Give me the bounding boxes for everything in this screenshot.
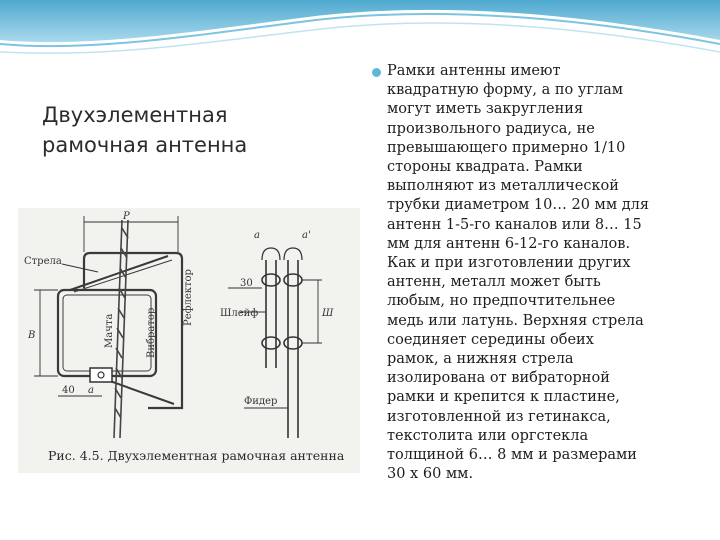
body-text: Рамки антенны имеют квадратную форму, а по углам могут иметь закругления произвольного радиуса, не превышающего примерно 1/10 стороны квадрата. Рамки выполняют из металлической трубки диаметром 10… 20 мм для антенн 1-5-го каналов или 8… 15 мм для антенн 6-12-го каналов. Как и при изготовлении других антенн, металл может быть любым, но предпочтительнее медь или латунь. Верхняя стрела соединяет середины обеих рамок, а нижняя стрела изолирована от вибраторной рамки и крепится к пластине, изготовленной из гетинакса, текстолита или оргстекла толщиной 6… 8 мм и размерами 30 х 60 мм.	[387, 63, 649, 483]
slide-title-line-2: рамочная антенна	[42, 133, 248, 157]
decorative-wave-header	[0, 0, 720, 70]
figure-caption: Рис. 4.5. Двухэлементная рамочная антенна	[48, 448, 345, 463]
label-machta: Мачта	[104, 313, 115, 348]
insulating-plate	[90, 368, 112, 382]
dim-label-p: P	[123, 211, 130, 222]
dim-label-a2: а	[254, 230, 260, 241]
dim-label-40: 40	[62, 385, 75, 396]
label-shleif: Шлейф	[220, 308, 259, 319]
dim-label-a-prime: а'	[302, 230, 311, 241]
bullet-icon	[372, 68, 381, 77]
slide-title-line-1: Двухэлементная	[42, 103, 228, 127]
dim-label-sh: Ш	[322, 308, 334, 319]
label-strela: Стрела	[24, 256, 62, 267]
dim-label-30: 30	[240, 278, 253, 289]
shleif-detail	[262, 248, 302, 438]
label-vibrator: Вибратор	[146, 307, 157, 358]
antenna-diagram	[18, 208, 360, 473]
dim-label-b: В	[28, 330, 36, 341]
dim-label-a: а	[88, 385, 94, 396]
label-reflector: Рефлектор	[183, 269, 194, 326]
label-fider: Фидер	[244, 396, 278, 407]
slide-title	[42, 100, 342, 160]
antenna-figure	[18, 208, 360, 473]
